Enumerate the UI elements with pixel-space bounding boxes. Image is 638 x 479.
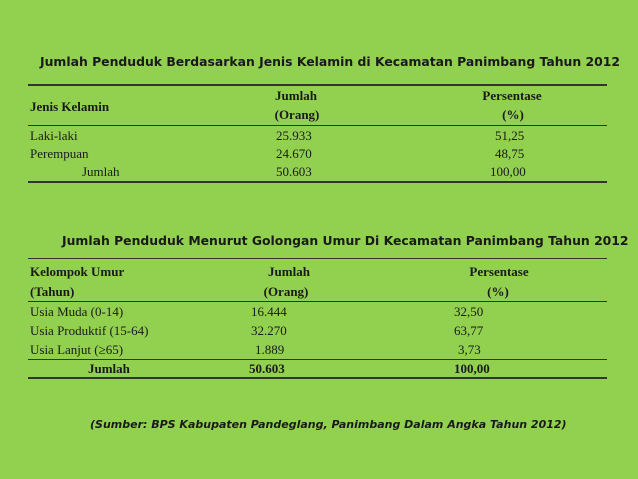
table2-total-label: Jumlah bbox=[88, 361, 130, 376]
table1-row-jumlah: 25.933 bbox=[276, 128, 312, 143]
table2-header-persentase: Persentase bbox=[469, 264, 529, 279]
table2-row-label: Usia Produktif (15-64) bbox=[30, 323, 149, 338]
table1-row-persen: 51,25 bbox=[495, 128, 525, 143]
table1-header-rule bbox=[28, 125, 607, 126]
table2-row-label: Usia Lanjut (≥65) bbox=[30, 342, 124, 357]
table2-row-persen: 63,77 bbox=[454, 323, 484, 338]
table1-header-percent: (%) bbox=[502, 107, 524, 122]
table2-header-tahun: (Tahun) bbox=[30, 284, 75, 299]
table2-total-persen: 100,00 bbox=[454, 361, 490, 376]
table2-row-jumlah: 16.444 bbox=[251, 304, 287, 319]
table2-header-percent: (%) bbox=[487, 284, 509, 299]
table2-total-jumlah: 50.603 bbox=[249, 361, 285, 376]
source-note: (Sumber: BPS Kabupaten Pandeglang, Panimbang Dalam Angka Tahun 2012) bbox=[90, 418, 567, 431]
table1-top-rule bbox=[28, 84, 607, 86]
table1-title: Jumlah Penduduk Berdasarkan Jenis Kelamin di Kecamatan Panimbang Tahun 2012 bbox=[40, 54, 620, 69]
table2-header-jumlah: Jumlah bbox=[268, 264, 310, 279]
table1-total-label: Jumlah bbox=[82, 164, 120, 179]
table1-bottom-rule bbox=[28, 181, 607, 183]
table2-title: Jumlah Penduduk Menurut Golongan Umur Di Kecamatan Panimbang Tahun 2012 bbox=[62, 233, 629, 248]
table1-header-jenis-kelamin: Jenis Kelamin bbox=[30, 99, 110, 114]
table2-header-kelompok-umur: Kelompok Umur bbox=[30, 264, 125, 279]
table2-total-rule bbox=[28, 359, 607, 360]
table2-row-jumlah: 32.270 bbox=[251, 323, 287, 338]
table2-row-persen: 32,50 bbox=[454, 304, 484, 319]
table1-row-label: Perempuan bbox=[30, 146, 89, 161]
table1-row-label: Laki-laki bbox=[30, 128, 78, 143]
table2-header-rule bbox=[28, 301, 607, 302]
table2-row-persen: 3,73 bbox=[458, 342, 481, 357]
table2-row-label: Usia Muda (0-14) bbox=[30, 304, 124, 319]
table2-row-jumlah: 1.889 bbox=[255, 342, 285, 357]
table2-bottom-rule bbox=[28, 377, 607, 379]
table2-header-orang: (Orang) bbox=[263, 284, 309, 299]
table1-header-persentase: Persentase bbox=[482, 88, 542, 103]
table2-top-rule bbox=[28, 258, 607, 259]
table1-row-persen: 48,75 bbox=[495, 146, 525, 161]
table1-total-jumlah: 50.603 bbox=[276, 164, 312, 179]
table1-header-orang: (Orang) bbox=[274, 107, 320, 122]
table1-row-jumlah: 24.670 bbox=[276, 146, 312, 161]
table1-total-persen: 100,00 bbox=[490, 164, 526, 179]
table1-header-jumlah: Jumlah bbox=[275, 88, 317, 103]
